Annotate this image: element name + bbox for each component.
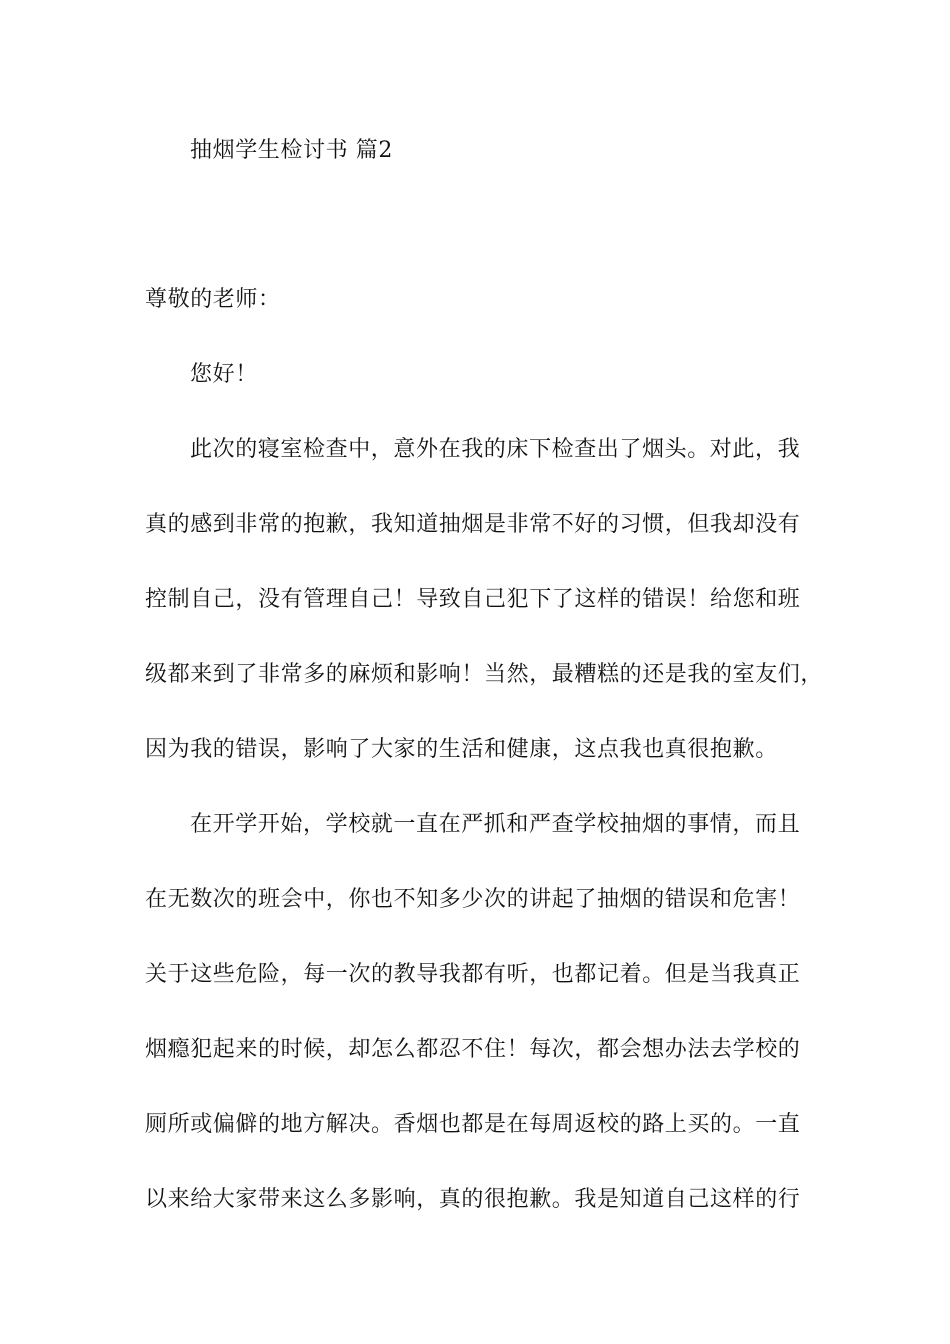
- paragraph-1-line: 级都来到了非常多的麻烦和影响！当然，最糟糕的还是我的室友们，: [145, 662, 824, 687]
- paragraph-2-line: 厕所或偏僻的地方解决。香烟也都是在每周返校的路上买的。一直: [145, 1112, 801, 1137]
- paragraph-1-line: 真的感到非常的抱歉，我知道抽烟是非常不好的习惯，但我却没有: [145, 512, 801, 537]
- paragraph-2-line: 在无数次的班会中，你也不知多少次的讲起了抽烟的错误和危害！: [145, 887, 801, 912]
- paragraph-2-line: 关于这些危险，每一次的教导我都有听，也都记着。但是当我真正: [145, 962, 801, 987]
- paragraph-1-line: 此次的寝室检查中，意外在我的床下检查出了烟头。对此，我: [190, 437, 801, 462]
- paragraph-2-line: 烟瘾犯起来的时候，却怎么都忍不住！每次，都会想办法去学校的: [145, 1037, 801, 1062]
- greeting: 您好！: [190, 362, 258, 387]
- document-title: 抽烟学生检讨书 篇2: [190, 138, 393, 163]
- paragraph-2-line: 在开学开始，学校就一直在严抓和严查学校抽烟的事情，而且: [190, 812, 801, 837]
- paragraph-1-line: 因为我的错误，影响了大家的生活和健康，这点我也真很抱歉。: [145, 737, 778, 762]
- paragraph-1-line: 控制自己，没有管理自己！导致自己犯下了这样的错误！给您和班: [145, 587, 801, 612]
- paragraph-2-line: 以来给大家带来这么多影响，真的很抱歉。我是知道自己这样的行: [145, 1187, 801, 1212]
- salutation: 尊敬的老师：: [145, 287, 281, 312]
